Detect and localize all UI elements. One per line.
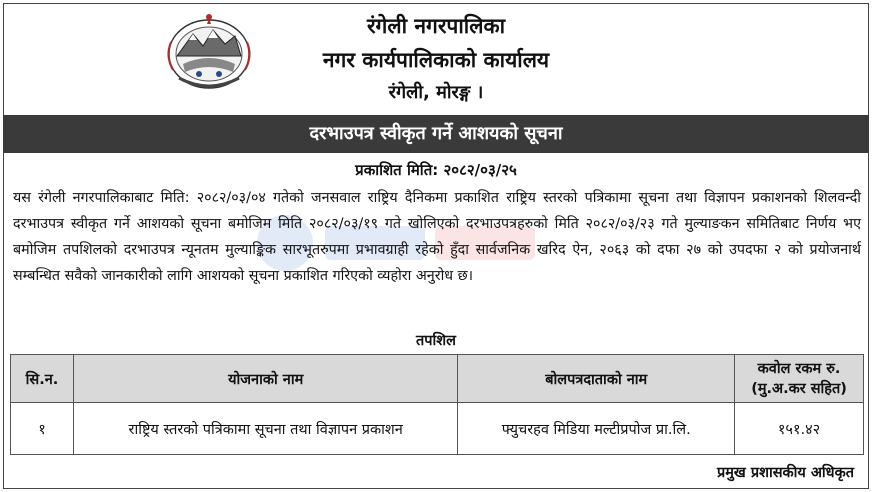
cell-project-name: राष्ट्रिय स्तरको पत्रिकामा सूचना तथा विज्ञापन प्रकाशन	[73, 403, 457, 455]
office-name: नगर कार्यपालिकाको कार्यालय	[322, 48, 550, 72]
notice-body: यस रंगेली नगरपालिकाबाट मिति: २०८२/०३/०४ गतेको जनसवाल राष्ट्रिय दैनिकमा प्रकाशित राष्ट्रिय स्तरको पत्रिकामा सूचना तथा विज्ञापन प्रकाशनको शिलवन्दी दरभाउपत्र स्वीकृत गर्ने आशयको सूचना बमोजिम मिति २०८२/०३/१९ गते खोलिएको दरभाउपत्रहरुको मिति २०८२/०३/२३ गते मुल्याङकन समितिबाट निर्णय भए बमोजिम तपशिलको दरभाउपत्र न्यूनतम मुल्याङ्किक सारभूतरुपमा प्रभावग्राही रहेको हुँदा सार्वजनिक खरिद ऐन, २०६३ को दफा २७ को उपदफा २ को प्रयोजनार्थ सम्बन्धित सवैको जानकारीको लागि आशयको सूचना प्रकाशित गरिएको व्यहोरा अनुरोध छ।	[13, 190, 861, 284]
cell-bid-amount: १५१.४२	[735, 403, 864, 455]
office-address: रंगेली, मोरङ्ग ।	[388, 82, 484, 103]
bid-details-table	[10, 354, 864, 455]
cell-bidder-name: फ्युचरहव मिडिया मल्टीप्रपोज प्रा.लि.	[458, 403, 735, 455]
organization-name: रंगेली नगरपालिका	[366, 14, 506, 38]
header-bid-amount-line2: (मु.अ.कर सहित)	[751, 380, 847, 397]
header-project-name: योजनाको नाम	[73, 355, 457, 403]
header-bid-amount-line1: कवोल रकम रु.	[757, 360, 841, 377]
table-header-row	[11, 355, 864, 403]
cell-serial-number: १	[11, 403, 74, 455]
notice-title: दरभाउपत्र स्वीकृत गर्ने आशयको सूचना	[3, 115, 869, 153]
header-bidder-name: बोलपत्रदाताको नाम	[458, 355, 735, 403]
letterhead	[0, 0, 872, 112]
header-bid-amount	[735, 355, 864, 403]
published-date: प्रकाशित मिति: २०८२/०३/२५	[355, 161, 517, 179]
table-row	[11, 403, 864, 455]
header-serial-number: सि.न.	[11, 355, 74, 403]
signatory-title: प्रमुख प्रशासकीय अधिकृत	[717, 465, 854, 481]
details-heading: तपशिल	[416, 333, 456, 349]
